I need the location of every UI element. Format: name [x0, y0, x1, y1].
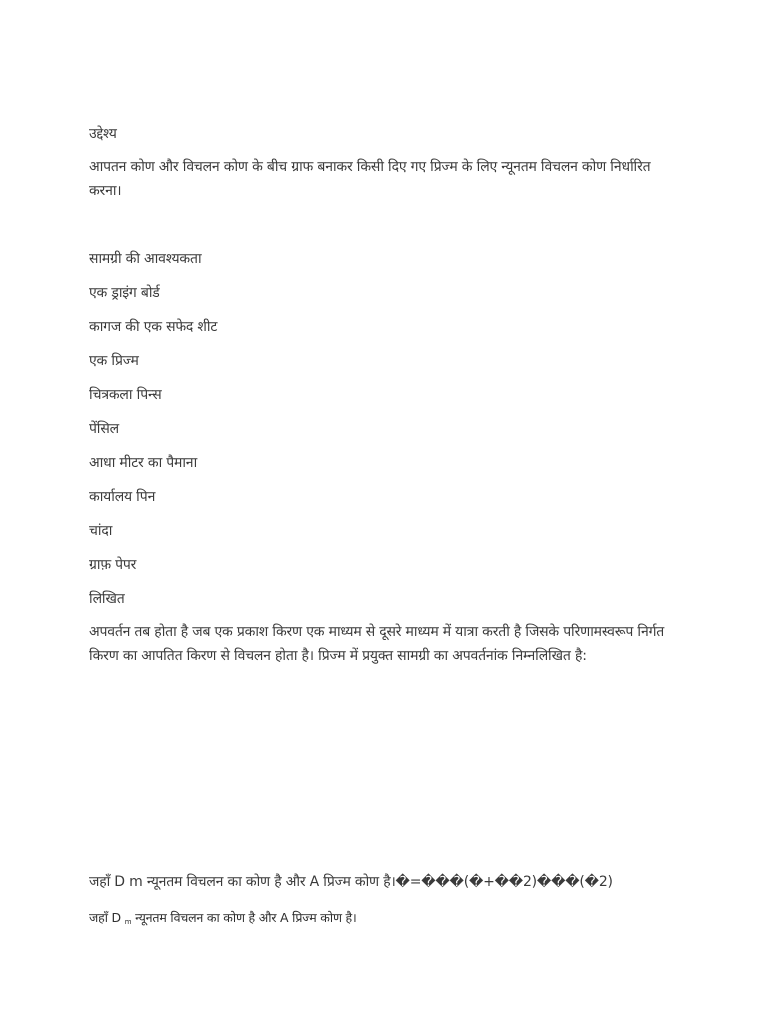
- material-item: चित्रकला पिन्स: [89, 387, 162, 403]
- material-item: चांदा: [89, 523, 113, 539]
- objective-text: आपतन कोण और विचलन कोण के बीच ग्राफ बनाकर किसी दिए गए प्रिज्म के लिए न्यूनतम विचलन कोण निर्धारित करना।: [89, 159, 651, 199]
- footnote-subscript: m: [124, 918, 132, 926]
- material-item: एक प्रिज्म: [89, 353, 139, 369]
- footnote-suffix: न्यूनतम विचलन का कोण है और A प्रिज्म कोण है।: [131, 910, 357, 925]
- footnote-prefix: जहाँ D: [89, 910, 121, 925]
- material-item: ग्राफ़ पेपर: [89, 557, 137, 573]
- material-item: पेंसिल: [89, 421, 119, 437]
- material-item: आधा मीटर का पैमाना: [89, 455, 197, 471]
- material-item: कागज की एक सफेद शीट: [89, 319, 218, 335]
- formula-line: जहाँ D m न्यूनतम विचलन का कोण है और A प्रिज्म कोण है।�=���(�+��2)���(�2): [89, 874, 613, 890]
- material-item: कार्यालय पिन: [89, 489, 156, 505]
- objective-heading: उद्देश्य: [89, 126, 117, 142]
- material-item: एक ड्राइंग बोर्ड: [89, 285, 160, 301]
- theory-heading: लिखित: [89, 591, 125, 607]
- theory-text: अपवर्तन तब होता है जब एक प्रकाश किरण एक माध्यम से दूसरे माध्यम में यात्रा करती है जिसके परिणामस्वरूप निर्गत किरण का आपतित किरण से विचलन होता है। प्रिज्म में प्रयुक्त सामग्री का अपवर्तनांक निम्नलिखित है:: [89, 624, 665, 664]
- footnote: [89, 908, 679, 932]
- materials-heading: सामग्री की आवश्यकता: [89, 251, 202, 267]
